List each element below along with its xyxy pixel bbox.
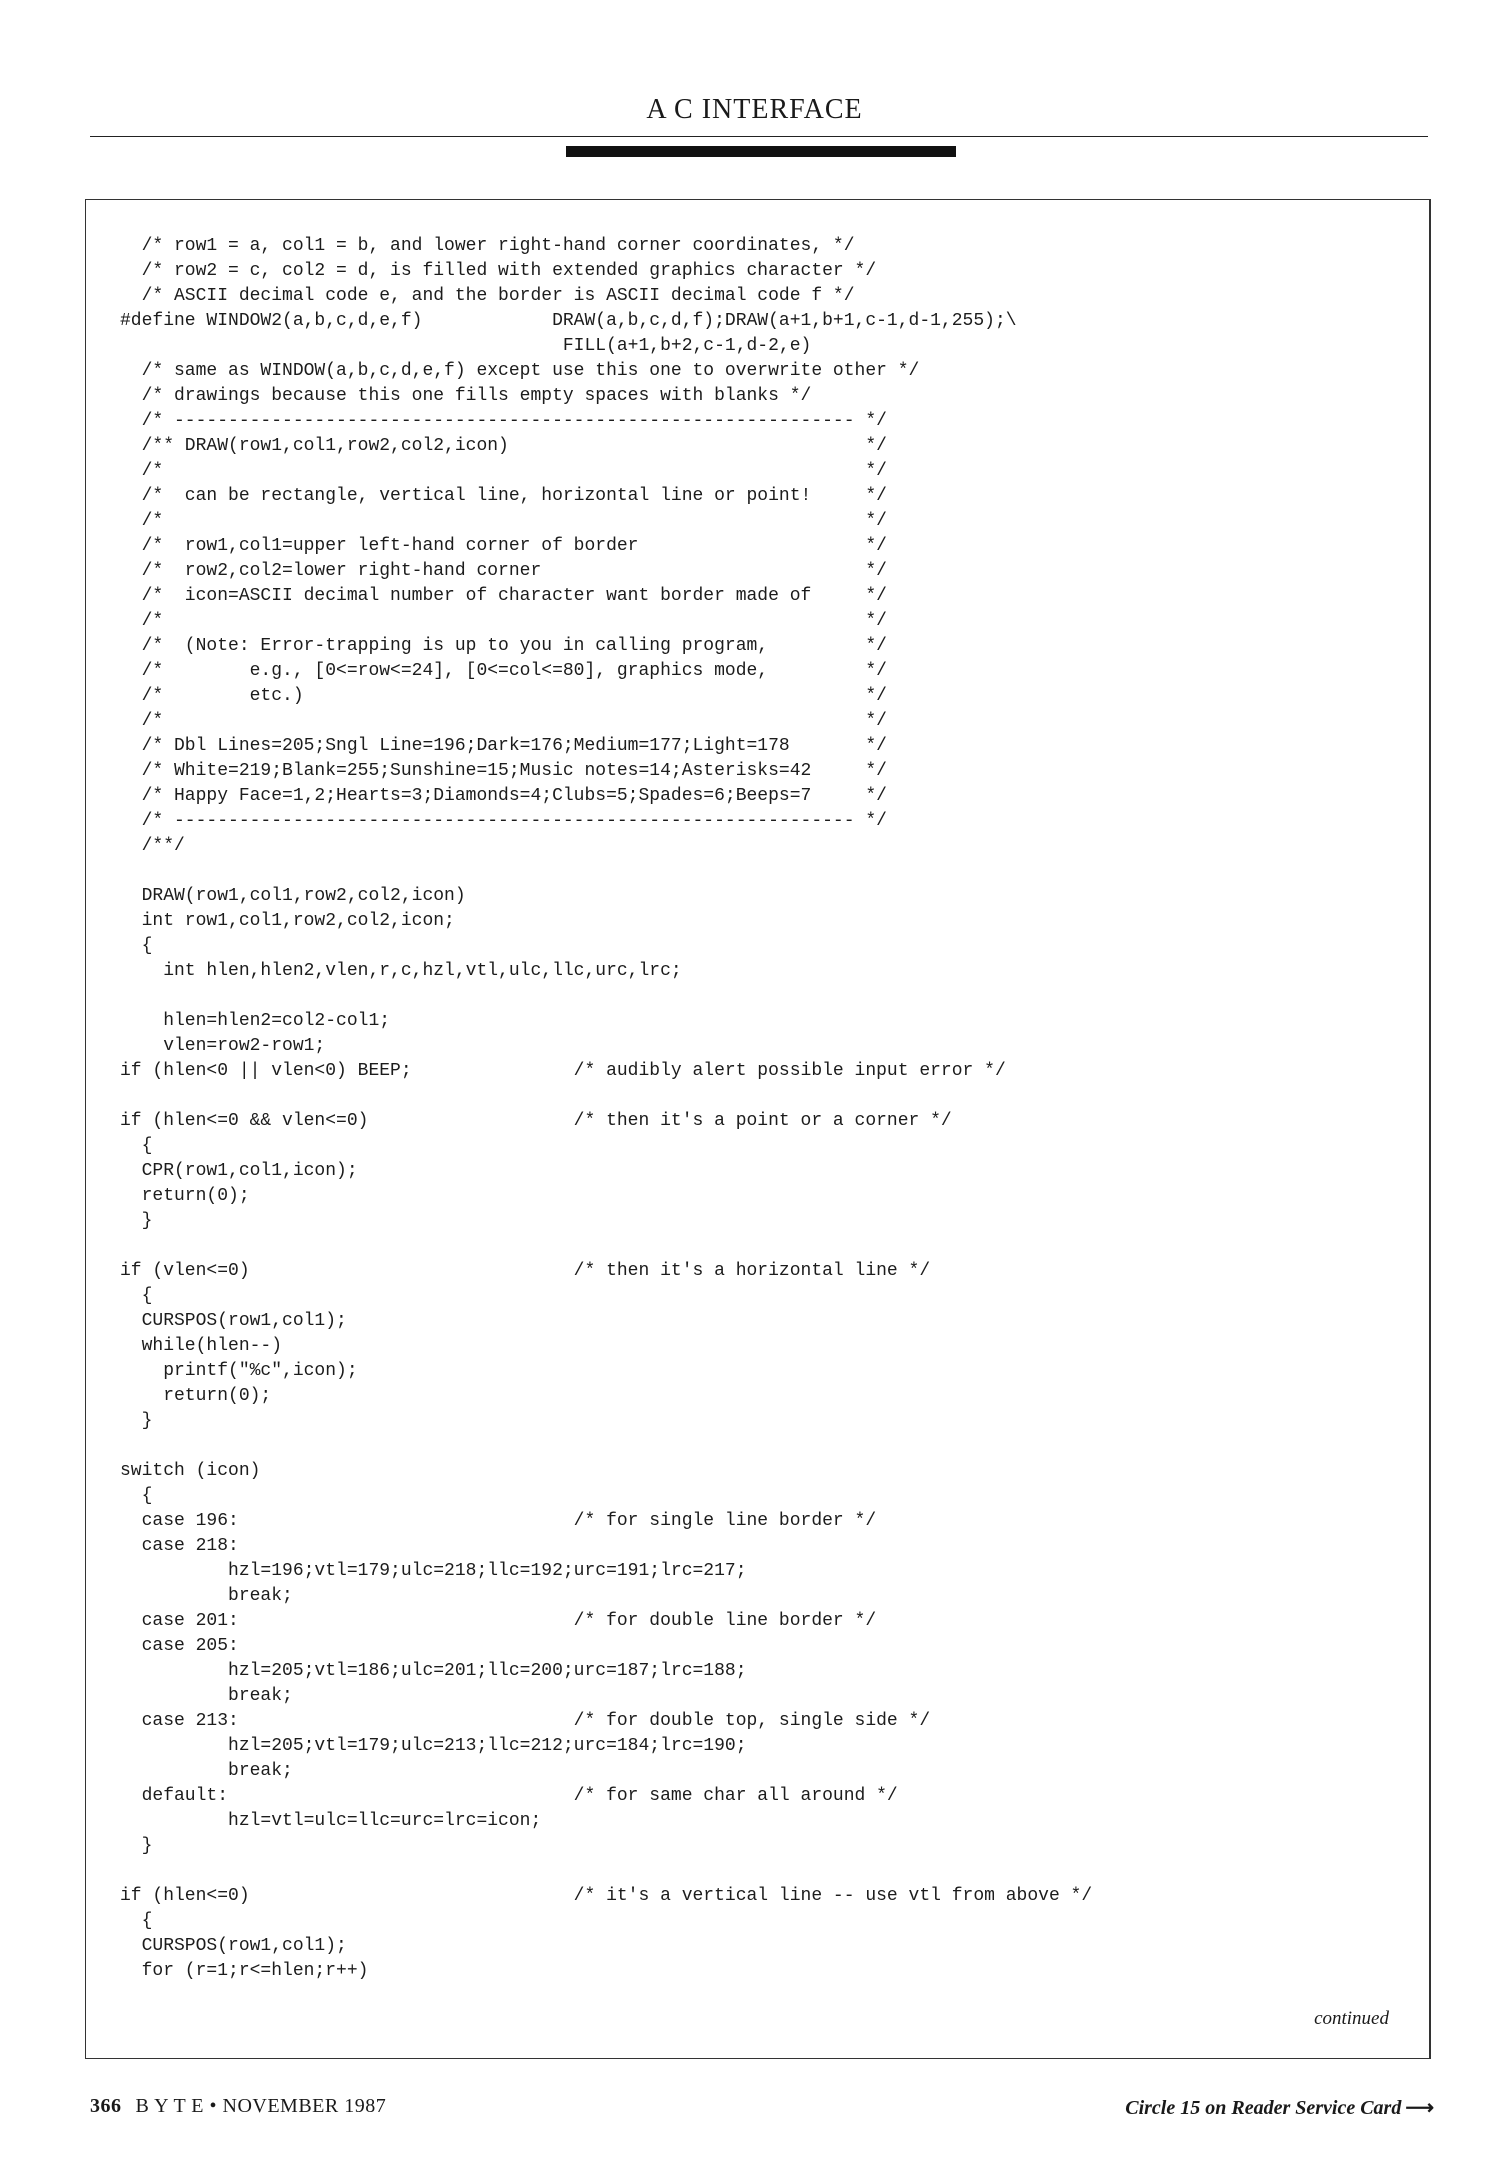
code-line: if (hlen<=0) /* it's a vertical line -- use vtl from above */ xyxy=(120,1886,1093,1906)
page-footer-right xyxy=(1125,2095,1434,2120)
code-line: /* e.g., [0<=row<=24], [0<=col<=80], graphics mode, */ xyxy=(120,661,887,681)
code-line: if (hlen<0 || vlen<0) BEEP; /* audibly alert possible input error */ xyxy=(120,1061,1006,1081)
code-line: #define WINDOW2(a,b,c,d,e,f) DRAW(a,b,c,d,f);DRAW(a+1,b+1,c-1,d-1,255);\ xyxy=(120,311,1017,331)
code-line: /* --------------------------------------------------------------- */ xyxy=(120,411,887,431)
continued-label: continued xyxy=(1314,2008,1389,2029)
code-line: { xyxy=(120,1286,153,1306)
code-line: hlen=hlen2=col2-col1; xyxy=(120,1011,391,1031)
page-number: 366 xyxy=(90,2095,122,2117)
header-bar xyxy=(566,146,956,157)
code-line: switch (icon) xyxy=(120,1461,261,1481)
page-header-title: A C INTERFACE xyxy=(646,94,863,125)
code-line: return(0); xyxy=(120,1386,272,1406)
reader-service-note: Circle 15 on Reader Service Card xyxy=(1125,2097,1402,2119)
code-line: CURSPOS(row1,col1); xyxy=(120,1936,347,1956)
code-line: hzl=205;vtl=179;ulc=213;llc=212;urc=184;lrc=190; xyxy=(120,1736,747,1756)
code-line: /* drawings because this one fills empty spaces with blanks */ xyxy=(120,386,812,406)
code-line: FILL(a+1,b+2,c-1,d-2,e) xyxy=(120,336,812,356)
code-line: int row1,col1,row2,col2,icon; xyxy=(120,911,455,931)
code-line: /** DRAW(row1,col1,row2,col2,icon) */ xyxy=(120,436,887,456)
code-line: /* (Note: Error-trapping is up to you in calling program, */ xyxy=(120,636,887,656)
code-line: { xyxy=(120,1486,153,1506)
code-line: default: /* for same char all around */ xyxy=(120,1786,898,1806)
code-line: } xyxy=(120,1836,153,1856)
code-line: /* White=219;Blank=255;Sunshine=15;Music notes=14;Asterisks=42 */ xyxy=(120,761,887,781)
code-line: break; xyxy=(120,1761,293,1781)
code-line: /* etc.) */ xyxy=(120,686,887,706)
code-line: case 201: /* for double line border */ xyxy=(120,1611,877,1631)
code-line: { xyxy=(120,1911,153,1931)
code-line: if (hlen<=0 && vlen<=0) /* then it's a point or a corner */ xyxy=(120,1111,952,1131)
code-line: } xyxy=(120,1411,153,1431)
code-line: /**/ xyxy=(120,836,185,856)
arrow-right-icon: ⟶ xyxy=(1405,2097,1434,2119)
code-line: { xyxy=(120,1136,153,1156)
code-line: vlen=row2-row1; xyxy=(120,1036,326,1056)
code-line: /* Happy Face=1,2;Hearts=3;Diamonds=4;Clubs=5;Spades=6;Beeps=7 */ xyxy=(120,786,887,806)
code-line xyxy=(120,1859,1092,1884)
code-line xyxy=(120,1084,1092,1109)
code-line: hzl=196;vtl=179;ulc=218;llc=192;urc=191;lrc=217; xyxy=(120,1561,747,1581)
code-line: /* can be rectangle, vertical line, horizontal line or point! */ xyxy=(120,486,887,506)
code-line: case 196: /* for single line border */ xyxy=(120,1511,877,1531)
code-line: for (r=1;r<=hlen;r++) xyxy=(120,1961,369,1981)
code-line: case 213: /* for double top, single side */ xyxy=(120,1711,931,1731)
code-line xyxy=(120,1434,1092,1459)
code-line: /* */ xyxy=(120,711,887,731)
code-line xyxy=(120,984,1092,1009)
code-line: CURSPOS(row1,col1); xyxy=(120,1311,347,1331)
code-listing xyxy=(120,234,1092,1984)
code-line: int hlen,hlen2,vlen,r,c,hzl,vtl,ulc,llc,urc,lrc; xyxy=(120,961,682,981)
code-line: /* --------------------------------------------------------------- */ xyxy=(120,811,887,831)
code-line: /* row1,col1=upper left-hand corner of border */ xyxy=(120,536,887,556)
code-line: { xyxy=(120,936,153,956)
code-line: hzl=vtl=ulc=llc=urc=lrc=icon; xyxy=(120,1811,542,1831)
code-line: break; xyxy=(120,1586,293,1606)
code-line: hzl=205;vtl=186;ulc=201;llc=200;urc=187;lrc=188; xyxy=(120,1661,747,1681)
code-line: } xyxy=(120,1211,153,1231)
code-line: /* row2,col2=lower right-hand corner */ xyxy=(120,561,887,581)
code-line: return(0); xyxy=(120,1186,250,1206)
code-line: break; xyxy=(120,1686,293,1706)
code-line xyxy=(120,859,1092,884)
code-line: /* row2 = c, col2 = d, is filled with extended graphics character */ xyxy=(120,261,877,281)
code-line: /* same as WINDOW(a,b,c,d,e,f) except use this one to overwrite other */ xyxy=(120,361,920,381)
code-line: /* Dbl Lines=205;Sngl Line=196;Dark=176;Medium=177;Light=178 */ xyxy=(120,736,887,756)
code-line: while(hlen--) xyxy=(120,1336,283,1356)
code-line: DRAW(row1,col1,row2,col2,icon) xyxy=(120,886,466,906)
code-line: case 218: xyxy=(120,1536,239,1556)
code-line xyxy=(120,1234,1092,1259)
code-line: printf("%c",icon); xyxy=(120,1361,358,1381)
header-rule xyxy=(90,136,1428,137)
publication-info: B Y T E • NOVEMBER 1987 xyxy=(135,2095,387,2117)
code-line: /* row1 = a, col1 = b, and lower right-hand corner coordinates, */ xyxy=(120,236,855,256)
code-line: /* */ xyxy=(120,611,887,631)
code-line: CPR(row1,col1,icon); xyxy=(120,1161,358,1181)
code-line: /* */ xyxy=(120,511,887,531)
code-line: /* ASCII decimal code e, and the border is ASCII decimal code f */ xyxy=(120,286,855,306)
code-line: case 205: xyxy=(120,1636,239,1656)
code-line: if (vlen<=0) /* then it's a horizontal line */ xyxy=(120,1261,931,1281)
code-line: /* */ xyxy=(120,461,887,481)
code-line: /* icon=ASCII decimal number of character want border made of */ xyxy=(120,586,887,606)
page-footer-left xyxy=(90,2095,386,2118)
